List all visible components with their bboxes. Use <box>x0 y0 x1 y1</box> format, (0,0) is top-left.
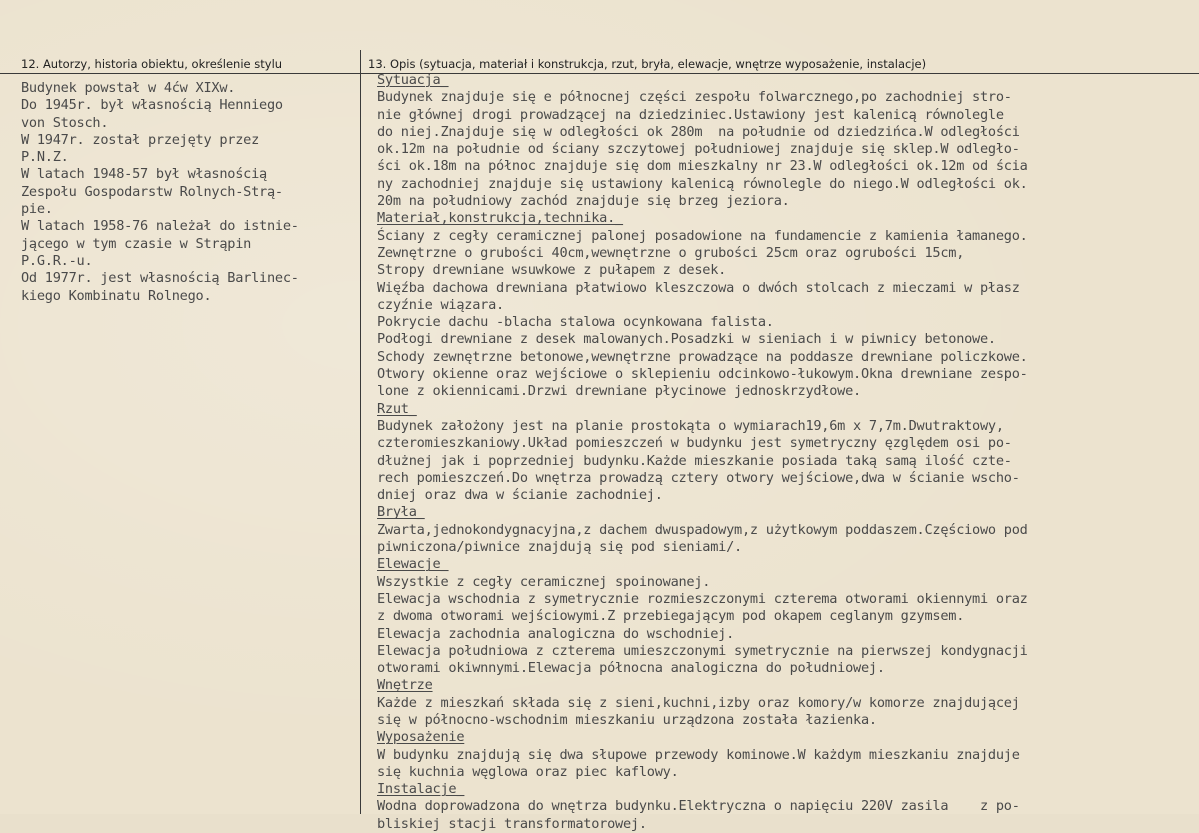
description-line: Elewacja wschodnia z symetrycznie rozmieszczonymi czterema otworami okiennymi oraz <box>377 590 1028 607</box>
description-line: piwniczona/piwnice znajdują się pod sieniami/. <box>377 539 742 556</box>
description-line: bliskiej stacji transformatorowej. <box>377 815 647 832</box>
description-line: czyźnie wiązara. <box>377 296 504 313</box>
description-line: Budynek znajduje się e północnej części zespołu folwarcznego,po zachodniej stro- <box>377 89 1012 106</box>
description-line: Zwarta,jednokondygnacyjna,z dachem dwuspadowym,z użytkowym poddaszem.Częściowo pod <box>377 521 1028 538</box>
description-line: ści ok.18m na północ znajduje się dom mieszkalny nr 23.W odległości ok.12m od ścia <box>377 158 1028 175</box>
description-line: 20m na południowy zachód znajduje się brzeg jeziora. <box>377 193 790 210</box>
history-line: W latach 1958-76 należał do istnie- <box>21 218 299 235</box>
description-line: Podłogi drewniane z desek malowanych.Posadzki w sieniach i w piwnicy betonowe. <box>377 331 996 348</box>
description-line: Ściany z cegły ceramicznej palonej posadowione na fundamencie z kamienia łamanego. <box>377 227 1028 244</box>
section-heading: Materiał,konstrukcja,technika._ <box>377 210 623 227</box>
description-line: Budynek założony jest na planie prostokąta o wymiarach19,6m x 7,7m.Dwutraktowy, <box>377 417 1004 434</box>
history-line: pie. <box>21 201 53 218</box>
description-line: Wszystkie z cegły ceramicznej spoinowanej. <box>377 573 711 590</box>
description-line: czteromieszkaniowy.Układ pomieszczeń w budynku jest symetryczny ęzględem osi po- <box>377 435 1012 452</box>
description-line: nie głównej drogi prowadzącej na dziedziniec.Ustawiony jest kalenicą równolegle <box>377 106 1004 123</box>
history-line: Od 1977r. jest własnością Barlinec- <box>21 270 299 287</box>
description-line: Zewnętrzne o grubości 40cm,wewnętrzne o grubości 25cm oraz ogrubości 15cm, <box>377 244 965 261</box>
description-line: się kuchnia węglowa oraz piec kaflowy. <box>377 763 679 780</box>
description-line: do niej.Znajduje się w odległości ok 280m na południe od dziedzińca.W odległości <box>377 123 1020 140</box>
description-line: dłużnej jak i poprzedniej budynku.Każde mieszkanie posiada taką samą ilość czte- <box>377 452 1012 469</box>
description-line: Więźba dachowa drewniana płatwiowo kleszczowa o dwóch stolcach z mieczami w płasz <box>377 279 1020 296</box>
history-line: jącego w tym czasie w Strąpin <box>21 235 252 252</box>
description-line: Pokrycie dachu -blacha stalowa ocynkowana falista. <box>377 314 774 331</box>
section-heading: Bryła_ <box>377 504 425 521</box>
description-line: Elewacja południowa z czterema umieszczonymi symetrycznie na pierwszej kondygnacji <box>377 642 1028 659</box>
description-line: otworami okiwnnymi.Elewacja północna analogiczna do południowej. <box>377 660 885 677</box>
description-line: z dwoma otworami wejściowymi.Z przebiegającym pod okapem ceglanym gzymsem. <box>377 608 965 625</box>
description-text-column <box>377 72 1197 833</box>
section-13-header: 13. Opis (sytuacja, materiał i konstrukcja, rzut, bryła, elewacje, wnętrze wyposażenie, instalacje) <box>368 57 927 71</box>
section-heading: Rzut_ <box>377 400 417 417</box>
description-line: W budynku znajdują się dwa słupowe przewody kominowe.W każdym mieszkaniu znajduje <box>377 746 1020 763</box>
description-line: Każde z mieszkań składa się z sieni,kuchni,izby oraz komory/w komorze znajdującej <box>377 694 1020 711</box>
history-line: W 1947r. został przejęty przez <box>21 131 260 148</box>
section-heading: Elewacje_ <box>377 556 449 573</box>
section-heading: Instalacje_ <box>377 781 465 798</box>
description-line: Stropy drewniane wsuwkowe z pułapem z desek. <box>377 262 727 279</box>
description-line: Schody zewnętrzne betonowe,wewnętrzne prowadzące na poddasze drewniane policzkowe. <box>377 348 1028 365</box>
description-line: lone z okiennicami.Drzwi drewniane płycinowe jednoskrzydłowe. <box>377 383 861 400</box>
history-line: Zespołu Gospodarstw Rolnych-Strą- <box>21 183 283 200</box>
description-line: dniej oraz dwa w ścianie zachodniej. <box>377 487 663 504</box>
description-line: się w północno-wschodnim mieszkaniu urządzona została łazienka. <box>377 711 877 728</box>
description-line: ny zachodniej znajduje się ustawiony kalenicą równolegle do niego.W odległości ok. <box>377 175 1028 192</box>
history-line: Budynek powstał w 4ćw XIXw. <box>21 80 236 96</box>
description-line: Wodna doprowadzona do wnętrza budynku.Elektryczna o napięciu 220V zasila z po- <box>377 798 1020 815</box>
section-12-header: 12. Autorzy, historia obiektu, określenie stylu <box>21 57 283 71</box>
history-line: P.N.Z. <box>21 149 69 166</box>
history-line: W latach 1948-57 był własnością <box>21 166 267 183</box>
description-line: rech pomieszczeń.Do wnętrza prowadzą cztery otwory wejściowe,dwa w ścianie wscho- <box>377 469 1020 486</box>
history-line: kiego Kombinatu Rolnego. <box>21 287 212 304</box>
description-line: Elewacja zachodnia analogiczna do wschodniej. <box>377 625 735 642</box>
description-line: ok.12m na południe od ściany szczytowej południowej znajduje się sklep.W odległo- <box>377 141 1020 158</box>
section-heading: Wyposażenie <box>377 729 465 746</box>
description-line: Otwory okienne oraz wejściowe o sklepieniu odcinkowo-łukowym.Okna drewniane zespo- <box>377 366 1028 383</box>
history-text-column <box>21 80 359 305</box>
history-line: P.G.R.-u. <box>21 252 93 269</box>
column-divider <box>360 50 361 814</box>
section-heading: Wnętrze <box>377 677 433 694</box>
section-heading: Sytuacja_ <box>377 72 449 88</box>
history-line: von Stosch. <box>21 114 109 131</box>
history-line: Do 1945r. był własnością Henniego <box>21 97 283 114</box>
